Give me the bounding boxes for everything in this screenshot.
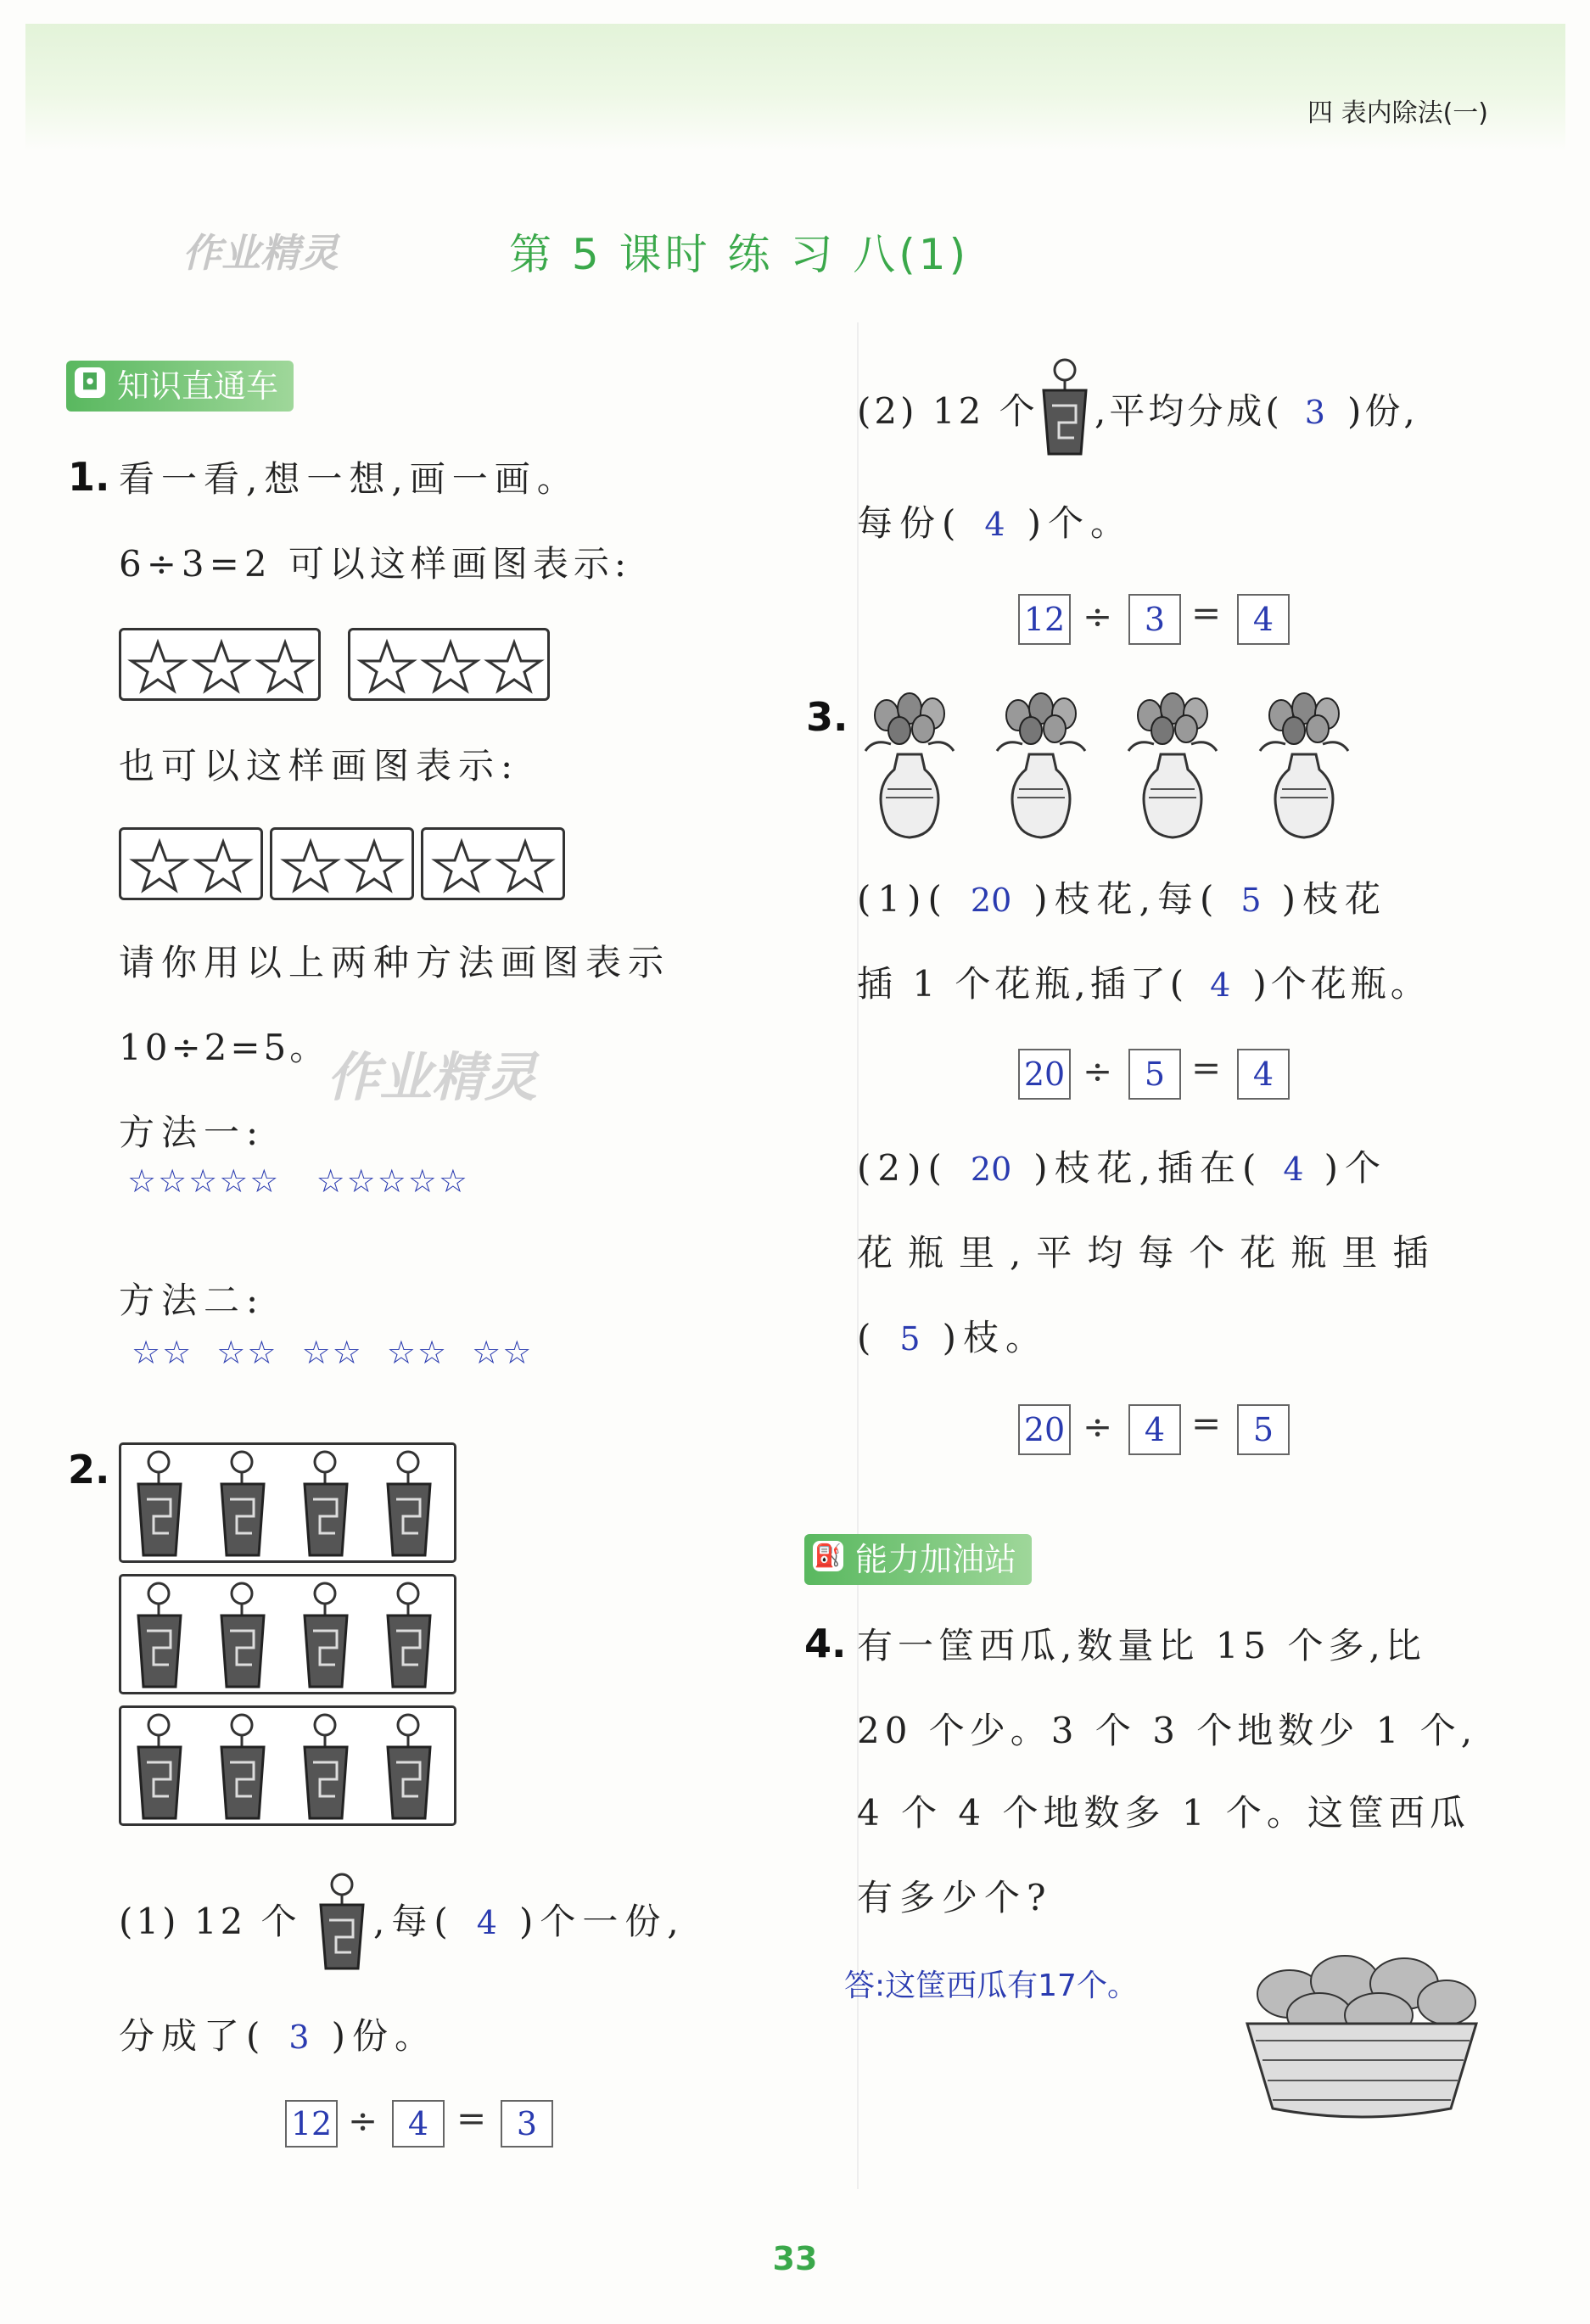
star-group bbox=[119, 628, 321, 701]
star-icons bbox=[356, 637, 546, 695]
q3-part1-line2 bbox=[857, 963, 1430, 1006]
equals-sign: = bbox=[1191, 1047, 1222, 1089]
text: (2)( bbox=[857, 1147, 949, 1189]
equation-box-dividend[interactable]: 20 bbox=[1018, 1049, 1071, 1100]
flower-pot-icons bbox=[121, 1576, 454, 1692]
q2-part1-text bbox=[373, 1901, 686, 1944]
text: )份, bbox=[1346, 390, 1419, 432]
question-number: 4. bbox=[804, 1621, 847, 1666]
lesson-title: 第 5 课时 练 习 八(1) bbox=[509, 230, 970, 279]
train-icon: ◘ bbox=[75, 367, 105, 398]
flower-pot-icons bbox=[121, 1445, 454, 1560]
answer-blank[interactable]: 4 bbox=[1210, 966, 1231, 1004]
answer-blank[interactable]: 4 bbox=[984, 506, 1005, 543]
q2-part2-line2 bbox=[857, 502, 1133, 546]
text: )枝花,插在( bbox=[1033, 1147, 1263, 1189]
equation-box-dividend[interactable]: 12 bbox=[285, 2100, 338, 2148]
q3-part2-line1 bbox=[857, 1147, 1387, 1190]
equation-box-divisor[interactable]: 4 bbox=[392, 2100, 445, 2148]
answer-blank[interactable]: 20 bbox=[970, 1151, 1012, 1188]
equation-box-quotient[interactable]: 5 bbox=[1237, 1404, 1290, 1455]
text: (1)( bbox=[857, 878, 949, 920]
section-label: 能力加油站 bbox=[855, 1541, 1017, 1578]
flower-vases-illustration bbox=[857, 692, 1383, 844]
equation-box-dividend[interactable]: 12 bbox=[1018, 594, 1071, 645]
q4-line4: 有多少个? bbox=[857, 1877, 1053, 1918]
pot-group bbox=[119, 1574, 456, 1694]
answer-blank[interactable]: 5 bbox=[1240, 882, 1262, 919]
text: 每份( bbox=[857, 502, 963, 544]
question-prompt: 看一看,想一想,画一画。 bbox=[119, 458, 579, 500]
text: )个。 bbox=[1027, 502, 1133, 544]
q3-part2-line3 bbox=[857, 1317, 1048, 1360]
text: )枝花,每( bbox=[1033, 878, 1221, 920]
star-icons bbox=[128, 837, 255, 894]
text: ,平均分成( bbox=[1095, 390, 1283, 432]
answer-blank[interactable]: 3 bbox=[288, 2019, 310, 2056]
divide-sign: ÷ bbox=[1083, 1406, 1113, 1448]
star-icons bbox=[126, 637, 317, 695]
divide-sign: ÷ bbox=[348, 2100, 378, 2142]
q4-answer: 答:这筐西瓜有17个。 bbox=[844, 1968, 1138, 2003]
fuel-icon: ⛽ bbox=[813, 1541, 843, 1571]
watermark-logo: 作业精灵 bbox=[327, 1046, 538, 1108]
method-one-label: 方法一: bbox=[119, 1112, 266, 1153]
method-two-answer: ☆☆ ☆☆ ☆☆ ☆☆ ☆☆ bbox=[132, 1334, 534, 1371]
question-number: 3. bbox=[806, 694, 848, 740]
answer-blank[interactable]: 3 bbox=[1304, 394, 1325, 431]
q3-part1-line1 bbox=[857, 878, 1387, 921]
star-group bbox=[348, 628, 550, 701]
pot-group bbox=[119, 1442, 456, 1563]
text: 分成了( bbox=[119, 2015, 267, 2057]
text: 插 1 个花瓶,插了( bbox=[857, 963, 1189, 1005]
watermark-logo: 作业精灵 bbox=[182, 230, 339, 276]
equation-box-quotient[interactable]: 4 bbox=[1237, 1049, 1290, 1100]
star-icons bbox=[430, 837, 557, 894]
chapter-title: 四 表内除法(一) bbox=[1307, 98, 1488, 128]
q2-part1-lead: (1) 12 个 bbox=[119, 1901, 300, 1942]
watermelon-basket-illustration bbox=[1239, 1935, 1485, 2125]
text: ( bbox=[857, 1317, 878, 1358]
page-number: 33 bbox=[772, 2240, 818, 2277]
q4-line1: 有一筐西瓜,数量比 15 个多,比 bbox=[857, 1625, 1426, 1666]
q4-line3: 4 个 4 个地数多 1 个。这筐西瓜 bbox=[857, 1792, 1470, 1834]
equals-sign: = bbox=[1191, 592, 1222, 634]
equation-box-dividend[interactable]: 20 bbox=[1018, 1404, 1071, 1455]
answer-blank[interactable]: 20 bbox=[970, 882, 1012, 919]
method-one-answer: ☆☆☆☆☆ ☆☆☆☆☆ bbox=[127, 1162, 469, 1200]
divide-sign: ÷ bbox=[1083, 596, 1113, 637]
flower-pot-icon bbox=[312, 1871, 372, 1973]
method-two-label: 方法二: bbox=[119, 1280, 266, 1321]
answer-blank[interactable]: 4 bbox=[1283, 1151, 1304, 1188]
star-group bbox=[270, 827, 414, 900]
task-line-1: 请你用以上两种方法画图表示 bbox=[119, 942, 671, 983]
answer-blank[interactable]: 5 bbox=[899, 1320, 921, 1358]
equation-box-divisor[interactable]: 3 bbox=[1128, 594, 1181, 645]
equation-box-divisor[interactable]: 4 bbox=[1128, 1404, 1181, 1455]
example-equation: 6÷3=2 可以这样画图表示: bbox=[119, 543, 632, 585]
star-group bbox=[119, 827, 263, 900]
q2-part2-lead: (2) 12 个 bbox=[857, 390, 1039, 432]
equals-sign: = bbox=[456, 2097, 487, 2139]
divide-sign: ÷ bbox=[1083, 1050, 1113, 1092]
pot-group bbox=[119, 1705, 456, 1826]
equals-sign: = bbox=[1191, 1403, 1222, 1444]
q3-part2-line2: 花瓶里,平均每个花瓶里插 bbox=[857, 1232, 1444, 1274]
q2-part2-text bbox=[1095, 390, 1419, 434]
question-number: 2. bbox=[68, 1447, 110, 1492]
text: )个 bbox=[1324, 1147, 1387, 1189]
flower-pot-icons bbox=[121, 1708, 454, 1823]
equation-box-quotient[interactable]: 4 bbox=[1237, 594, 1290, 645]
flower-pot-icon bbox=[1035, 356, 1095, 458]
text: )枝。 bbox=[942, 1317, 1048, 1358]
question-number: 1. bbox=[68, 454, 110, 500]
equation-box-quotient[interactable]: 3 bbox=[501, 2100, 553, 2148]
equation-box-divisor[interactable]: 5 bbox=[1128, 1049, 1181, 1100]
text: )个花瓶。 bbox=[1252, 963, 1430, 1005]
header-band bbox=[25, 24, 1565, 151]
text: )个一份, bbox=[518, 1901, 686, 1942]
answer-blank[interactable]: 4 bbox=[476, 1904, 497, 1941]
text: ,每( bbox=[373, 1901, 455, 1942]
alt-method-text: 也可以这样画图表示: bbox=[119, 745, 520, 787]
star-group bbox=[421, 827, 565, 900]
task-line-2: 10÷2=5。 bbox=[119, 1027, 329, 1068]
star-icons bbox=[279, 837, 406, 894]
section-badge-ability bbox=[804, 1534, 1032, 1585]
q2-part1-line2 bbox=[119, 2015, 437, 2058]
q4-line2: 20 个少。3 个 3 个地数少 1 个, bbox=[857, 1710, 1478, 1751]
section-badge-knowledge bbox=[66, 361, 294, 412]
section-label: 知识直通车 bbox=[117, 367, 279, 405]
text: )枝花 bbox=[1281, 878, 1387, 920]
text: )份。 bbox=[331, 2015, 437, 2057]
